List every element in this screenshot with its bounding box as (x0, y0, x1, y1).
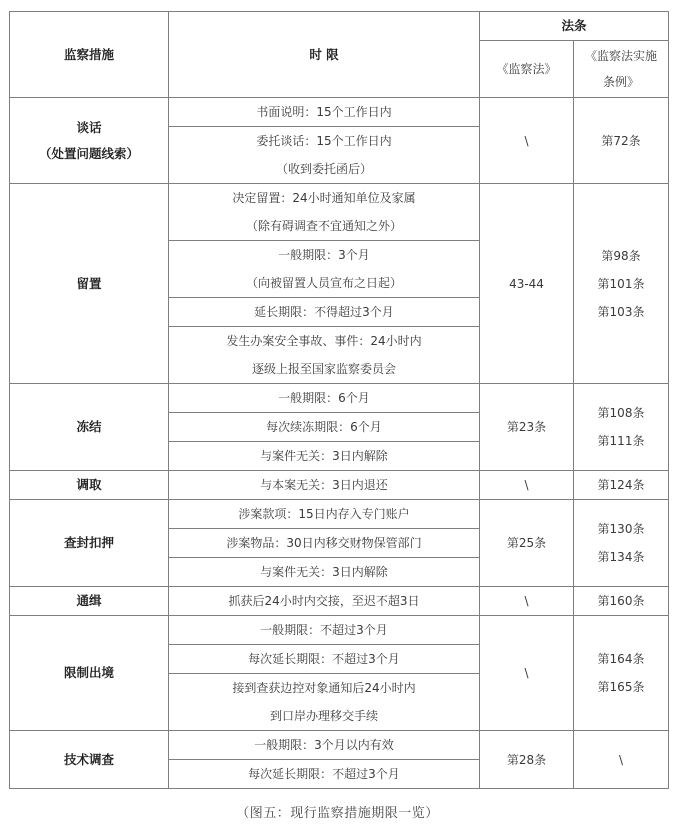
table-container (9, 11, 668, 789)
period-text: 发生办案安全事故、事件：24小时内 (226, 334, 422, 348)
law-supervision-cell (480, 471, 574, 500)
article-text: 第134条 (597, 550, 645, 564)
period-cell (169, 645, 480, 674)
article-text: 第28条 (506, 752, 547, 767)
table-row (10, 471, 669, 500)
period-text: 书面说明：15个工作日内 (256, 105, 392, 119)
law-supervision-cell (480, 616, 574, 731)
period-text: 每次延长期限：不超过3个月 (248, 767, 400, 781)
measure-cell (10, 731, 169, 789)
measures-table (9, 11, 669, 789)
header-law-regulation: 《监察法实施 条例》 (574, 41, 669, 98)
table-row (10, 731, 669, 760)
header-measure: 监察措施 (10, 12, 169, 98)
measure-text: 调取 (76, 477, 102, 492)
measure-text: 技术调查 (63, 751, 114, 767)
period-cell (169, 184, 480, 241)
period-text: 一般期限：3个月 (278, 248, 370, 262)
period-cell (169, 413, 480, 442)
law-supervision-cell (480, 384, 574, 471)
header-law-supervision: 《监察法》 (480, 41, 574, 98)
period-text: 一般期限：3个月以内有效 (254, 738, 394, 752)
article-text: \ (524, 478, 529, 492)
law-regulation-cell (574, 184, 669, 384)
table-row (10, 587, 669, 616)
period-text: 抓获后24小时内交接，至迟不超3日 (228, 594, 420, 608)
law-regulation-cell (574, 384, 669, 471)
measure-text: 谈话 (76, 119, 102, 135)
period-cell (169, 327, 480, 384)
law-supervision-cell (480, 98, 574, 184)
article-text: \ (618, 752, 624, 767)
article-text: 第124条 (597, 478, 645, 492)
table-row (10, 98, 669, 127)
period-text: 一般期限：不超过3个月 (260, 623, 388, 637)
period-cell (169, 298, 480, 327)
period-text: （收到委托函后） (275, 162, 372, 176)
article-text: 第165条 (597, 680, 645, 694)
table-body (10, 98, 669, 789)
period-cell (169, 98, 480, 127)
article-text: 第103条 (597, 304, 645, 319)
measure-text: （处置问题线索） (38, 145, 139, 161)
measure-text: 留置 (76, 275, 102, 291)
article-text: 第25条 (506, 536, 547, 550)
table-row (10, 184, 669, 241)
period-text: 逐级上报至国家监察委员会 (251, 362, 396, 376)
law-supervision-cell (480, 731, 574, 789)
article-text: 第160条 (597, 594, 645, 608)
period-text: 一般期限：6个月 (278, 391, 370, 405)
measure-text: 冻结 (76, 419, 102, 434)
period-text: 决定留置：24小时通知单位及家属 (232, 191, 416, 205)
measure-cell (10, 616, 169, 731)
article-text: 第72条 (601, 133, 641, 148)
period-cell (169, 500, 480, 529)
article-text: 第108条 (597, 406, 645, 420)
law-supervision-cell (480, 587, 574, 616)
period-cell (169, 674, 480, 731)
period-cell (169, 529, 480, 558)
table-row (10, 384, 669, 413)
period-cell (169, 616, 480, 645)
period-text: 委托谈话：15个工作日内 (256, 134, 392, 148)
period-cell (169, 760, 480, 789)
article-text: 第111条 (597, 434, 645, 448)
measure-cell (10, 587, 169, 616)
article-text: \ (524, 133, 529, 148)
header-period: 时 限 (169, 12, 480, 98)
article-text: 第98条 (601, 248, 641, 263)
period-text: （除有碍调查不宜通知之外） (245, 219, 402, 233)
figure-caption: （图五：现行监察措施期限一览） (236, 806, 439, 821)
article-text: 第23条 (506, 420, 547, 434)
article-text: \ (524, 594, 529, 608)
measure-cell (10, 184, 169, 384)
period-cell (169, 558, 480, 587)
article-text: 第101条 (597, 276, 645, 291)
table-row (10, 500, 669, 529)
period-cell (169, 127, 480, 184)
period-text: 与本案无关：3日内退还 (260, 478, 388, 492)
period-cell (169, 471, 480, 500)
law-supervision-cell (480, 500, 574, 587)
law-regulation-cell (574, 731, 669, 789)
law-regulation-cell (574, 500, 669, 587)
period-text: 与案件无关：3日内解除 (260, 565, 388, 579)
law-regulation-cell (574, 587, 669, 616)
measure-text: 查封扣押 (63, 535, 114, 550)
measure-text: 限制出境 (63, 665, 114, 680)
period-text: 接到查获边控对象通知后24小时内 (232, 681, 416, 695)
measure-cell (10, 384, 169, 471)
article-text: 第164条 (597, 652, 645, 666)
article-text: 43-44 (509, 276, 544, 291)
period-text: 延长期限：不得超过3个月 (254, 305, 394, 319)
law-regulation-cell (574, 616, 669, 731)
period-text: 每次延长期限：不超过3个月 (248, 652, 400, 666)
period-cell (169, 241, 480, 298)
law-regulation-cell (574, 98, 669, 184)
measure-cell (10, 471, 169, 500)
law-supervision-cell (480, 184, 574, 384)
period-cell (169, 384, 480, 413)
period-text: 与案件无关：3日内解除 (260, 449, 388, 463)
article-text: \ (524, 666, 529, 680)
period-text: 每次续冻期限：6个月 (266, 420, 382, 434)
period-text: 涉案物品：30日内移交财物保管部门 (226, 536, 422, 550)
measure-cell (10, 98, 169, 184)
period-text: （向被留置人员宣布之日起） (245, 276, 402, 290)
header-law: 法条 (480, 12, 669, 41)
period-cell (169, 442, 480, 471)
table-row (10, 616, 669, 645)
period-cell (169, 731, 480, 760)
period-text: 到口岸办理移交手续 (269, 709, 378, 723)
measure-text: 通缉 (76, 593, 102, 608)
period-text: 涉案款项：15日内存入专门账户 (238, 507, 410, 521)
law-regulation-cell (574, 471, 669, 500)
period-cell (169, 587, 480, 616)
article-text: 第130条 (597, 522, 645, 536)
measure-cell (10, 500, 169, 587)
